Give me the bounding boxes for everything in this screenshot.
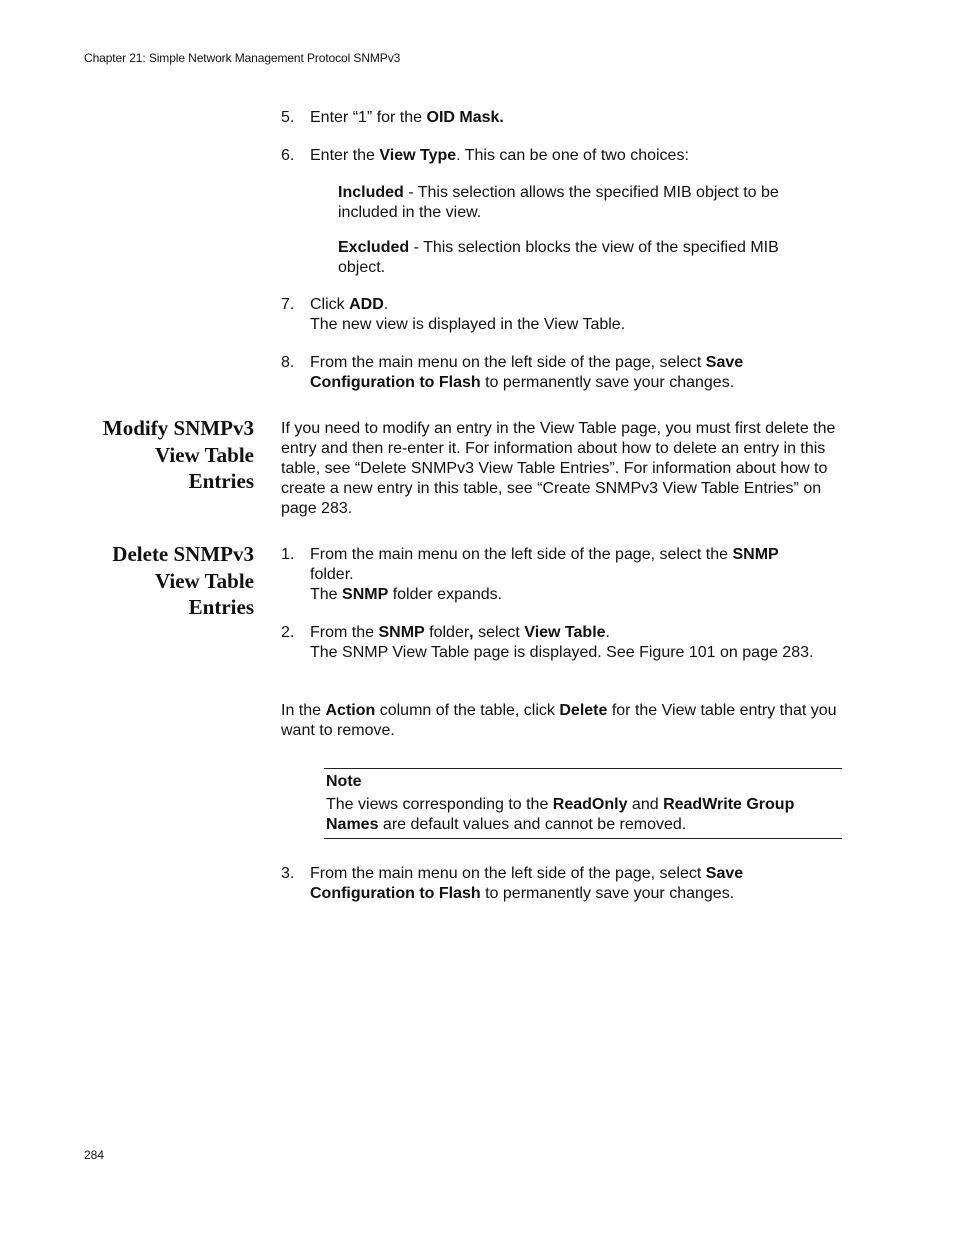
step-number: 3. [281,865,295,882]
step-number: 7. [281,296,295,313]
note-text: and [627,796,664,813]
note-title: Note [326,773,362,790]
note-bold: ReadOnly [552,796,628,813]
option-excluded [338,238,818,278]
para-bold: Delete [559,702,608,719]
note-text: The views corresponding to the [326,796,553,813]
step-text: to permanently save your changes. [480,885,735,902]
delete-step-3 [281,864,841,904]
step-5 [281,108,841,128]
step-bold: Save Configuration to Flash [310,354,744,391]
step-text: . [605,624,610,641]
step-text: From the main menu on the left side of the page, select [310,354,706,371]
step-text: Click [310,296,350,313]
delete-step-1 [281,545,841,605]
heading-line: View Table [155,568,254,593]
step-number: 2. [281,624,295,641]
page-number: 284 [84,1148,105,1162]
option-included [338,183,818,223]
step-bold: SNMP [342,586,389,603]
para-text: In the [281,702,326,719]
note-body [326,795,836,835]
modify-paragraph: If you need to modify an entry in the View Table page, you must first delete the entry and then re-enter it. For information about how to delete an entry in this table, see “Delete SNMPv3 View Table Entries”. For information about how to create a new entry in this table, see “Create SNMPv3 View Table Entries” on page 283. [281,420,836,517]
step-bold: OID Mask. [426,109,504,126]
step-text: The [310,586,343,603]
step-text: folder [424,624,470,641]
para-text: column of the table, click [375,702,560,719]
step-bold: SNMP [378,624,425,641]
step-text: . This can be one of two choices: [456,147,689,164]
step-result: The SNMP View Table page is displayed. See Figure 101 on page 283. [310,644,814,661]
step-text: From the main menu on the left side of the page, select the [310,546,733,563]
para-text: for the View table entry that you want to remove. [281,702,837,739]
heading-line: Delete SNMPv3 [112,542,254,566]
para-bold: Action [325,702,376,719]
section-heading-modify [60,415,254,495]
step-number: 5. [281,109,295,126]
action-paragraph [281,701,841,741]
section-heading-delete [60,541,254,621]
option-description: - This selection allows the specified MIB object to be included in the view. [338,184,779,221]
delete-step-2 [281,623,841,663]
heading-line: Entries [188,469,254,493]
step-7 [281,295,841,335]
heading-line: Modify SNMPv3 [102,416,254,440]
running-header: Chapter 21: Simple Network Management Protocol SNMPv3 [84,51,401,65]
step-number: 6. [281,147,295,164]
step-bold: View Type [379,147,457,164]
step-text: From the [310,624,379,641]
step-bold: SNMP [732,546,779,563]
step-bold: ADD [349,296,384,313]
note-bold: ReadWrite Group Names [326,796,795,833]
step-text: From the main menu on the left side of the page, select [310,865,706,882]
step-bold: View Table [524,624,606,641]
heading-line: View Table [155,442,254,467]
step-result: The new view is displayed in the View Table. [310,316,626,333]
step-8 [281,353,841,393]
step-text: Enter “1” for the [310,109,427,126]
step-bold: , [469,624,474,641]
option-name: Excluded [338,239,410,256]
step-6 [281,146,841,166]
step-number: 1. [281,546,295,563]
step-number: 8. [281,354,295,371]
step-text: folder expands. [388,586,503,603]
step-bold: Save Configuration to Flash [310,865,744,902]
option-description: - This selection blocks the view of the specified MIB object. [338,239,779,276]
step-text: Enter the [310,147,380,164]
step-text: select [473,624,525,641]
note-text: are default values and cannot be removed. [378,816,687,833]
step-text: . [383,296,389,313]
step-text: to permanently save your changes. [480,374,735,391]
note-box [324,768,842,839]
option-name: Included [338,184,404,201]
step-text: folder. [310,566,354,583]
heading-line: Entries [188,595,254,619]
